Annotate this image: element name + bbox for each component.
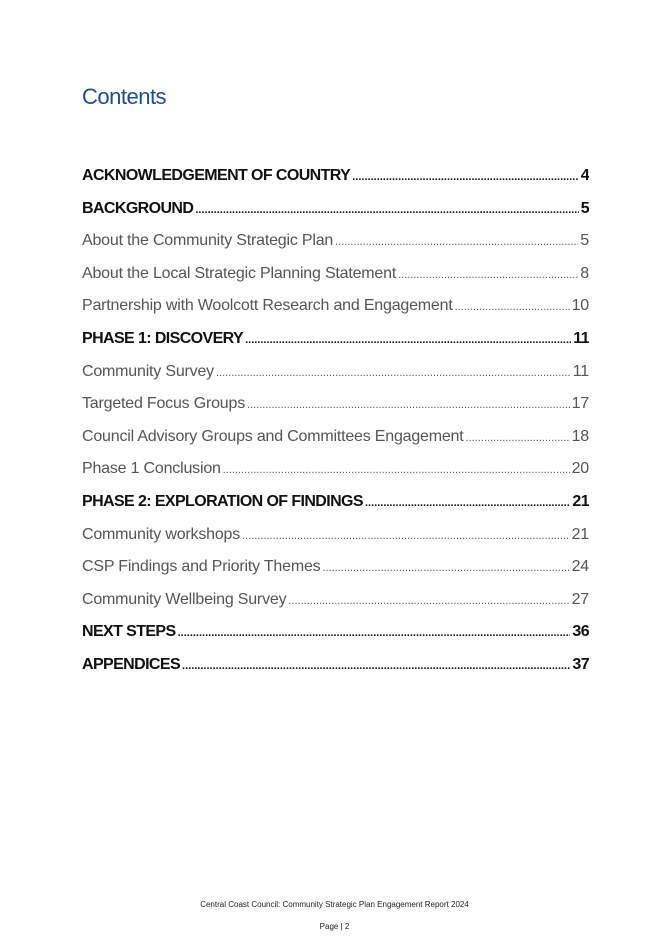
toc-entry[interactable] [82,453,589,486]
toc-page-number: 4 [580,167,589,184]
toc-leader-dots [182,649,570,682]
toc-leader-dots [335,225,578,258]
toc-leader-dots [352,160,578,193]
toc-entry-label: Community Survey [82,362,214,380]
toc-entry-label: PHASE 1: DISCOVERY [82,329,244,347]
toc-entry[interactable] [82,323,589,356]
toc-entry-label: PHASE 2: EXPLORATION OF FINDINGS [82,492,363,510]
toc-page-number: 36 [572,623,589,641]
toc-leader-dots [247,388,570,421]
toc-entry-label: Community Wellbeing Survey [82,590,287,608]
toc-page-number: 21 [571,525,589,543]
toc-leader-dots [216,356,571,389]
toc-entry-label: Council Advisory Groups and Committees Engagement [82,427,464,445]
toc-entry[interactable] [82,388,589,421]
toc-page-number: 20 [571,460,589,478]
toc-page-number: 10 [571,297,589,315]
toc-page-number: 18 [571,427,589,445]
toc-entry[interactable] [82,356,589,389]
toc-leader-dots [245,323,571,356]
toc-entry-label: NEXT STEPS [82,623,176,641]
toc-entry[interactable] [82,258,589,291]
toc-entry[interactable] [82,486,589,519]
toc-page-number: 21 [572,492,589,510]
toc-page-number: 8 [580,264,589,282]
toc-page-number: 24 [571,558,589,576]
toc-entry-label: APPENDICES [82,655,181,673]
toc-entry-label: Community workshops [82,525,241,543]
toc-page-number: 5 [580,199,589,217]
footer-title: Central Coast Council: Community Strategic Plan Engagement Report 2024 [200,900,469,909]
toc-entry-label: Phase 1 Conclusion [82,460,221,478]
toc-entry-label: CSP Findings and Priority Themes [82,558,321,576]
toc-leader-dots [466,421,570,454]
toc-leader-dots [455,290,570,323]
toc-entry[interactable] [82,616,589,649]
toc-leader-dots [178,616,571,649]
toc-leader-dots [223,453,570,486]
toc-entry[interactable] [82,584,589,617]
footer-page-number: Page | 2 [319,922,350,931]
toc-page-number: 17 [571,395,589,413]
toc-entry[interactable] [82,551,589,584]
toc-entry-label: About the Community Strategic Plan [82,232,334,250]
toc-page-number: 11 [572,362,589,380]
toc-leader-dots [322,551,569,584]
table-of-contents [82,160,589,682]
toc-entry[interactable] [82,421,589,454]
toc-entry-label: Partnership with Woolcott Research and Engagement [82,297,453,315]
toc-entry[interactable] [82,519,589,552]
toc-entry[interactable] [82,225,589,258]
toc-leader-dots [365,486,570,519]
toc-entry[interactable] [82,649,589,682]
toc-page-number: 37 [572,655,589,673]
toc-leader-dots [288,584,569,617]
toc-entry-label: BACKGROUND [82,199,194,217]
toc-page-number: 27 [571,590,589,608]
toc-entry-label: Targeted Focus Groups [82,395,245,413]
toc-page-number: 5 [580,232,589,250]
toc-leader-dots [242,519,570,552]
page-title: Contents [82,84,167,109]
toc-page-number: 11 [573,329,589,347]
toc-entry-label: About the Local Strategic Planning Statement [82,264,397,282]
toc-entry[interactable] [82,160,589,193]
toc-entry[interactable] [82,290,589,323]
toc-leader-dots [398,258,578,291]
toc-entry-label: ACKNOWLEDGEMENT OF COUNTRY [82,167,351,184]
toc-leader-dots [195,193,578,226]
toc-entry[interactable] [82,193,589,226]
